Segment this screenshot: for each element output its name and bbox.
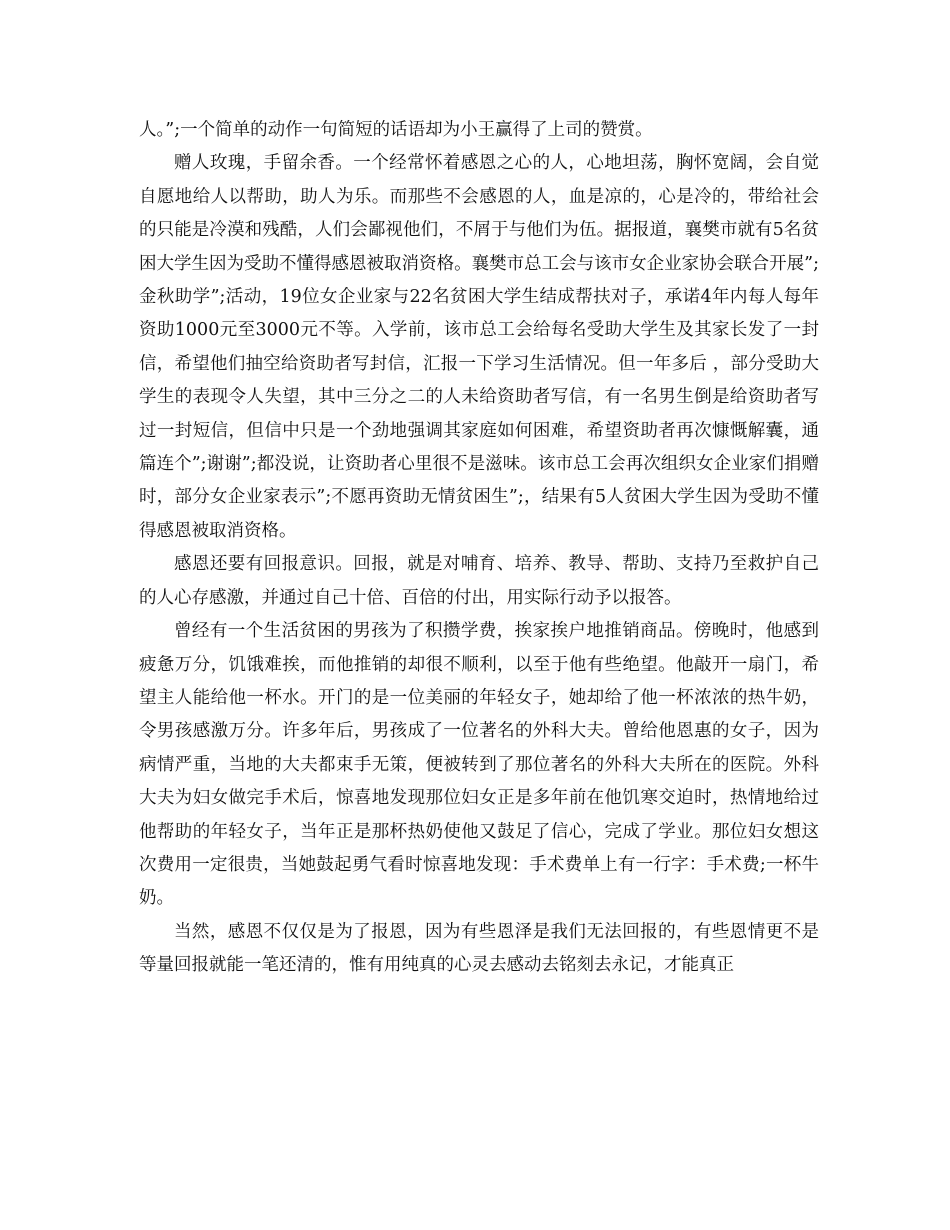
paragraph-3: 感恩还要有回报意识。回报，就是对哺育、培养、教导、帮助、支持乃至救护自己的人心存感激，并通过自己十倍、百倍的付出，用实际行动予以报答。	[139, 554, 819, 608]
paragraph-2: 赠人玫瑰，手留余香。一个经常怀着感恩之心的人，心地坦荡，胸怀宽阔，会自觉自愿地给人以帮助，助人为乐。而那些不会感恩的人，血是凉的，心是冷的，带给社会的只能是冷漠和残酷，人们会鄙视他们，不屑于与他们为伍。据报道，襄樊市就有5名贫困大学生因为受助不懂得感恩被取消资格。襄樊市总工会与该市女企业家协会联合开展”;金秋助学”;活动，19位女企业家与22名贫困大学生结成帮扶对子，承诺4年内每人每年资助1000元至3000元不等。入学前，该市总工会给每名受助大学生及其家长发了一封信，希望他们抽空给资助者写封信，汇报一下学习生活情况。但一年多后 ，部分受助大学生的表现令人失望，其中三分之二的人未给资助者写信，有一名男生倒是给资助者写过一封短信，但信中只是一个劲地强调其家庭如何困难，希望资助者再次慷慨解囊，通篇连个”;谢谢”;都没说，让资助者心里很不是滋味。该市总工会再次组织女企业家们捐赠时，部分女企业家表示”;不愿再资助无情贫困生”;，结果有5人贫困大学生因为受助不懂得感恩被取消资格。	[139, 153, 819, 541]
paragraph-4: 曾经有一个生活贫困的男孩为了积攒学费，挨家挨户地推销商品。傍晚时，他感到疲惫万分，饥饿难挨，而他推销的却很不顺利，以至于他有些绝望。他敲开一扇门，希望主人能给他一杯水。开门的是一位美丽的年轻女子，她却给了他一杯浓浓的热牛奶，令男孩感激万分。许多年后，男孩成了一位著名的外科大夫。曾给他恩惠的女子，因为病情严重，当地的大夫都束手无策，便被转到了那位著名的外科大夫所在的医院。外科大夫为妇女做完手术后，惊喜地发现那位妇女正是多年前在他饥寒交迫时，热情地给过他帮助的年轻女子，当年正是那杯热奶使他又鼓足了信心，完成了学业。那位妇女想这次费用一定很贵，当她鼓起勇气看时惊喜地发现：手术费单上有一行字：手术费;一杯牛奶。	[139, 621, 819, 909]
paragraph-1: 人。”;一个简单的动作一句简短的话语却为小王赢得了上司的赞赏。	[139, 120, 653, 140]
document-page	[139, 114, 819, 983]
paragraph-5: 当然，感恩不仅仅是为了报恩，因为有些恩泽是我们无法回报的，有些恩情更不是等量回报就能一笔还清的，惟有用纯真的心灵去感动去铭刻去永记，才能真正	[139, 921, 819, 976]
